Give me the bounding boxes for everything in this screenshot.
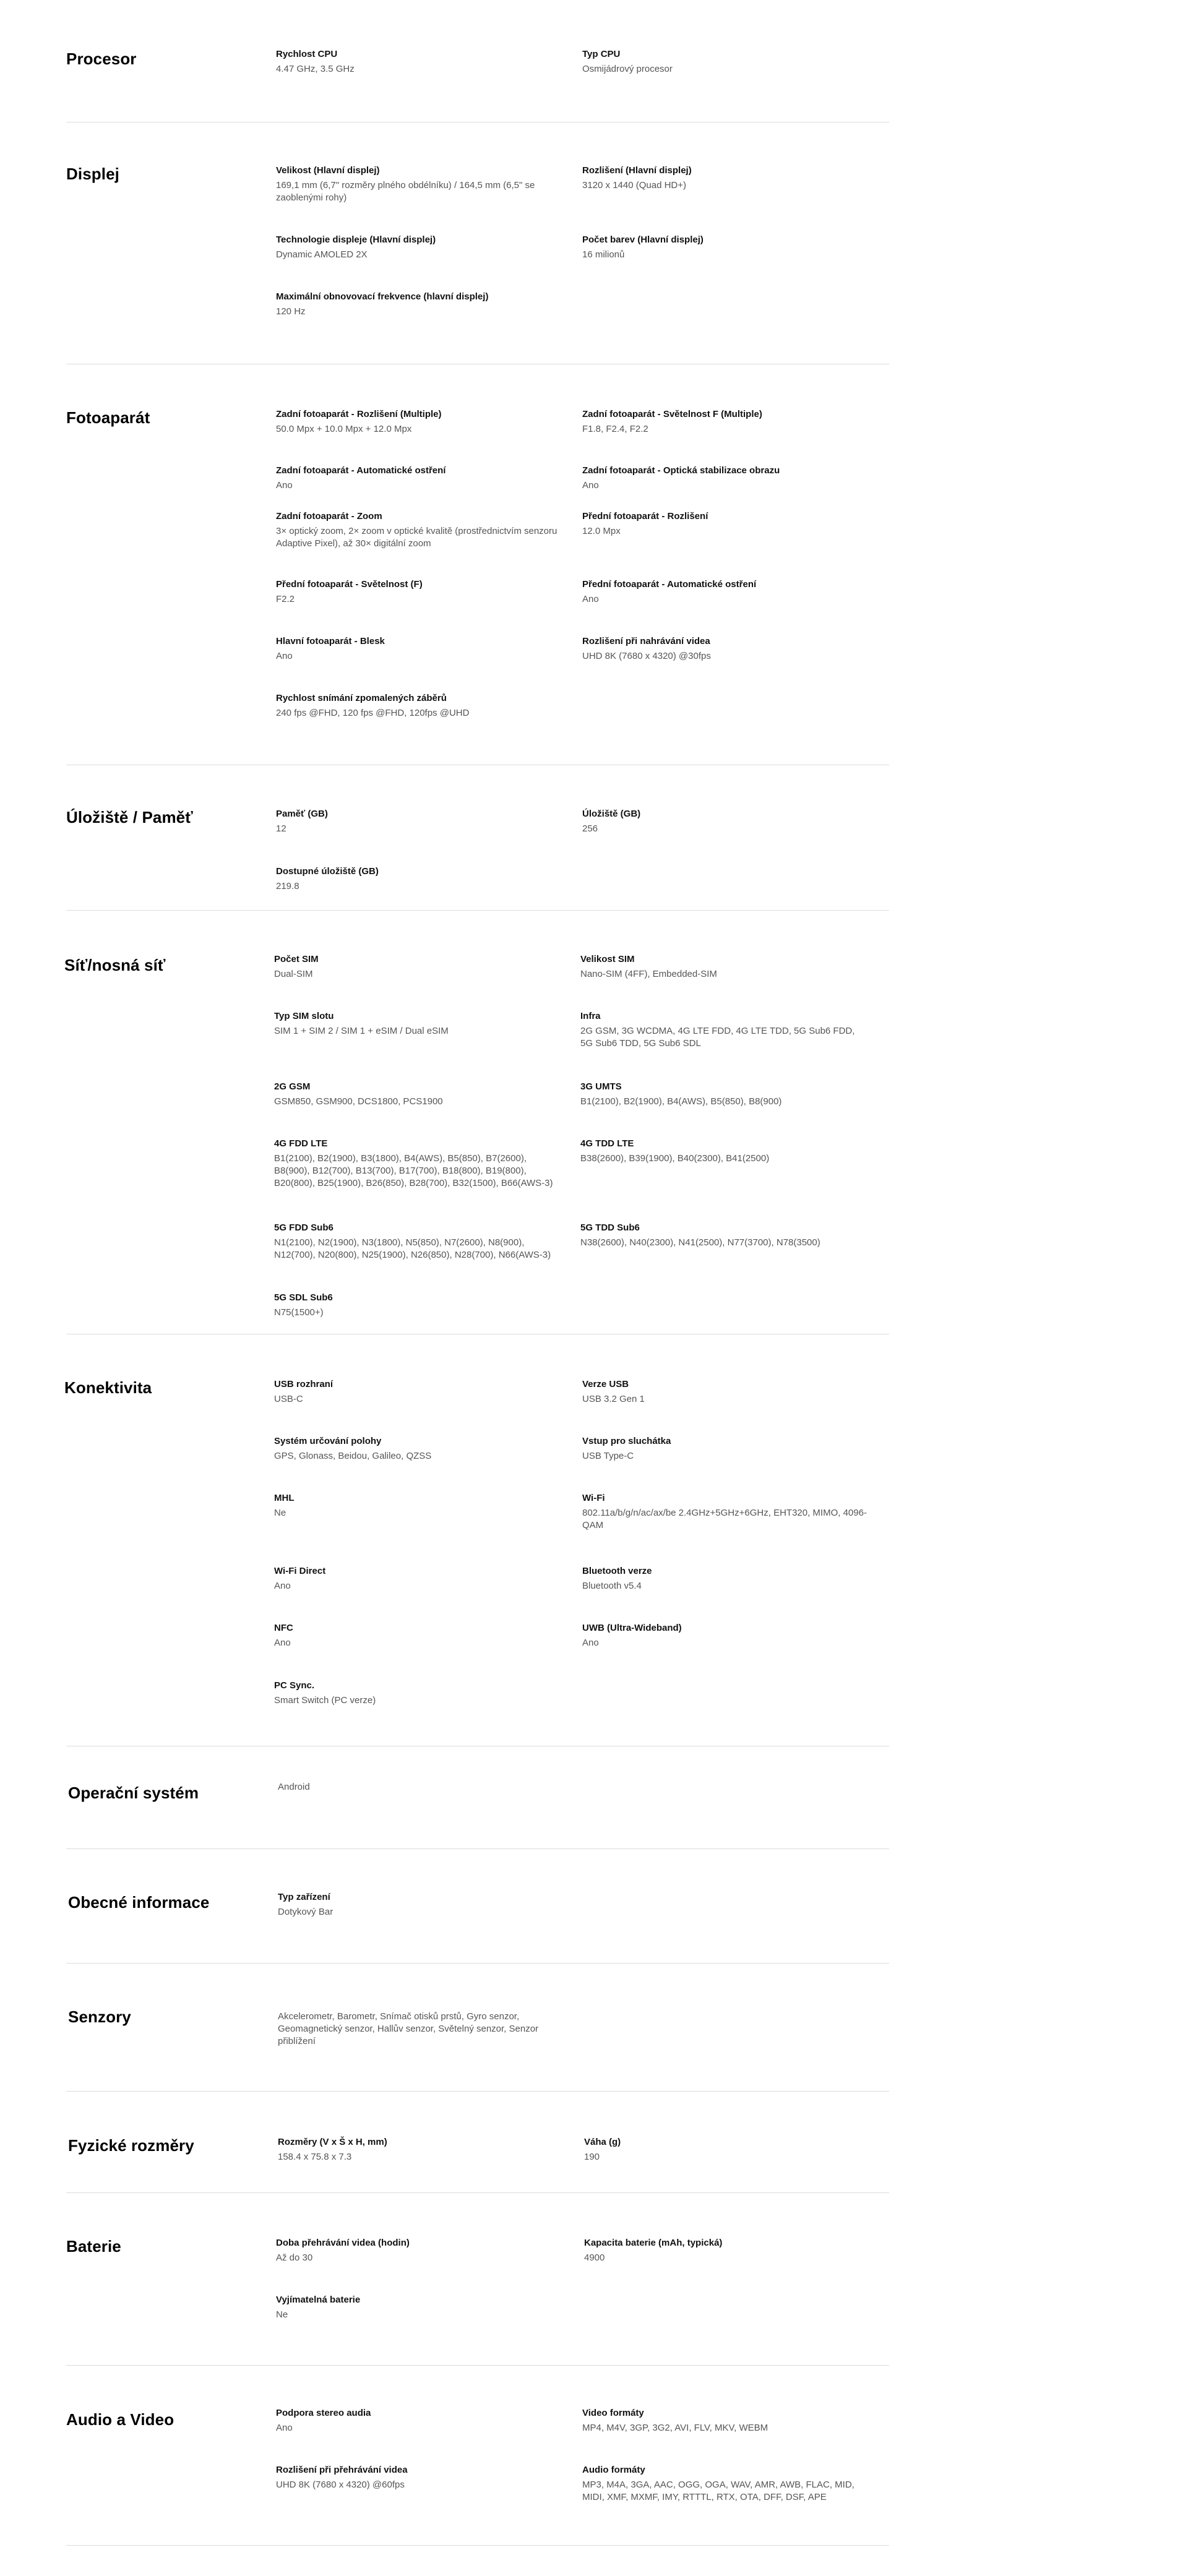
spec-value: Smart Switch (PC verze): [274, 1695, 376, 1706]
spec-item-infra: [580, 1010, 865, 1050]
spec-value: 12.0 Mpx: [582, 526, 621, 536]
spec-item-velikost-sim: [580, 953, 865, 981]
spec-value: F2.2: [276, 594, 295, 604]
spec-item-kapacita-baterie-mah-typicka: [584, 2237, 869, 2264]
spec-item-senzory: [278, 2011, 562, 2048]
spec-label: Rozlišení při nahrávání videa: [582, 636, 710, 646]
spec-label: PC Sync.: [274, 1680, 315, 1691]
spec-value: 16 milionů: [582, 249, 625, 260]
spec-item-rozliseni-pri-nahravani-videa: [582, 635, 867, 663]
spec-item-vaha-g: [584, 2136, 869, 2163]
spec-item-hlavni-fotoaparat-blesk: [276, 635, 561, 663]
spec-label: Počet SIM: [274, 954, 319, 964]
spec-label: Rozlišení při přehrávání videa: [276, 2465, 408, 2475]
spec-item-zadni-fotoaparat-opticka-stabilizace-obrazu: [582, 465, 867, 492]
spec-label: Úložiště (GB): [582, 809, 641, 819]
spec-label: Technologie displeje (Hlavní displej): [276, 234, 436, 245]
spec-value: Ano: [276, 651, 293, 661]
spec-label: Verze USB: [582, 1379, 629, 1389]
spec-label: Rozměry (V x Š x H, mm): [278, 2137, 387, 2147]
spec-label: Dostupné úložiště (GB): [276, 866, 379, 877]
spec-item-maximalni-obnovovaci-frekvence-hlavni-displej: [276, 291, 561, 318]
spec-value: GPS, Glonass, Beidou, Galileo, QZSS: [274, 1451, 432, 1461]
spec-item-rozliseni-pri-prehravani-videa: [276, 2464, 561, 2491]
spec-value: Akcelerometr, Barometr, Snímač otisků prstů, Gyro senzor, Geomagnetický senzor, Hallův senzor, Světelný senzor, Senzor přiblížení: [278, 2011, 539, 2046]
spec-value: B1(2100), B2(1900), B3(1800), B4(AWS), B5(850), B7(2600), B8(900), B12(700), B13(700), B17(700), B18(800), B19(800), B20(800), B25(1900), B26(850), B28(700), B32(1500), B66(AWS-3): [274, 1153, 553, 1188]
spec-item-velikost-hlavni-displej: [276, 165, 561, 204]
spec-value: B1(2100), B2(1900), B4(AWS), B5(850), B8(900): [580, 1096, 782, 1107]
spec-label: Hlavní fotoaparát - Blesk: [276, 636, 385, 646]
spec-label: Kapacita baterie (mAh, typická): [584, 2238, 723, 2248]
section-title-fotoaparat: Fotoaparát: [66, 408, 150, 427]
spec-value: Ne: [276, 2309, 288, 2320]
spec-value: Ano: [582, 1638, 599, 1648]
spec-item-operacni-system: [278, 1781, 562, 1793]
spec-item-typ-cpu: [582, 48, 867, 75]
section-divider: [66, 1963, 889, 1964]
section-title-operacni-system: Operační systém: [68, 1784, 199, 1802]
spec-label: Typ zařízení: [278, 1892, 330, 1902]
spec-value: F1.8, F2.4, F2.2: [582, 424, 648, 434]
spec-label: NFC: [274, 1623, 293, 1633]
spec-label: Video formáty: [582, 2408, 644, 2418]
spec-item-4g-tdd-lte: [580, 1138, 865, 1165]
spec-label: 4G TDD LTE: [580, 1138, 634, 1149]
spec-item-system-urcovani-polohy: [274, 1435, 559, 1462]
spec-item-pocet-sim: [274, 953, 559, 981]
spec-value: 169,1 mm (6,7" rozměry plného obdélníku) / 164,5 mm (6,5" se zaoblenými rohy): [276, 180, 535, 203]
spec-item-uloziste-gb: [582, 808, 867, 835]
section-divider: [66, 2192, 889, 2193]
spec-item-typ-sim-slotu: [274, 1010, 559, 1037]
spec-item-video-formaty: [582, 2407, 867, 2434]
spec-item-zadni-fotoaparat-automaticke-ostreni: [276, 465, 561, 492]
spec-label: Wi-Fi Direct: [274, 1566, 326, 1576]
spec-value: USB-C: [274, 1394, 303, 1404]
spec-value: 240 fps @FHD, 120 fps @FHD, 120fps @UHD: [276, 708, 470, 718]
spec-value: 120 Hz: [276, 306, 306, 317]
section-divider: [66, 1848, 889, 1849]
spec-item-uwb-ultra-wideband: [582, 1622, 867, 1649]
spec-item-5g-sdl-sub6: [274, 1292, 559, 1319]
spec-value: Ano: [276, 2423, 293, 2433]
spec-item-mhl: [274, 1492, 559, 1519]
spec-label: 5G SDL Sub6: [274, 1292, 333, 1303]
spec-label: Vstup pro sluchátka: [582, 1436, 671, 1446]
spec-item-wi-fi: [582, 1492, 867, 1532]
spec-item-bluetooth-verze: [582, 1565, 867, 1592]
spec-label: Maximální obnovovací frekvence (hlavní displej): [276, 291, 489, 302]
spec-label: Váha (g): [584, 2137, 621, 2147]
spec-value: Ano: [276, 480, 293, 491]
spec-item-4g-fdd-lte: [274, 1138, 559, 1190]
spec-value: 802.11a/b/g/n/ac/ax/be 2.4GHz+5GHz+6GHz, EHT320, MIMO, 4096-QAM: [582, 1508, 867, 1531]
spec-label: Zadní fotoaparát - Automatické ostření: [276, 465, 446, 476]
spec-value: 50.0 Mpx + 10.0 Mpx + 12.0 Mpx: [276, 424, 412, 434]
spec-value: UHD 8K (7680 x 4320) @30fps: [582, 651, 711, 661]
spec-value: Dynamic AMOLED 2X: [276, 249, 368, 260]
section-title-uloziste-pamet: Úložiště / Paměť: [66, 808, 193, 826]
spec-label: Typ SIM slotu: [274, 1011, 334, 1021]
spec-label: Rozlišení (Hlavní displej): [582, 165, 692, 176]
spec-item-zadni-fotoaparat-zoom: [276, 510, 561, 550]
spec-value: Osmijádrový procesor: [582, 64, 673, 74]
spec-value: 190: [584, 2152, 600, 2162]
spec-label: Přední fotoaparát - Světelnost (F): [276, 579, 423, 590]
spec-value: UHD 8K (7680 x 4320) @60fps: [276, 2479, 405, 2490]
spec-label: MHL: [274, 1493, 295, 1503]
spec-value: MP4, M4V, 3GP, 3G2, AVI, FLV, MKV, WEBM: [582, 2423, 768, 2433]
spec-label: Zadní fotoaparát - Optická stabilizace obrazu: [582, 465, 780, 476]
spec-item-usb-rozhrani: [274, 1378, 559, 1406]
spec-value: B38(2600), B39(1900), B40(2300), B41(2500): [580, 1153, 770, 1164]
spec-label: Infra: [580, 1011, 601, 1021]
spec-value: USB Type-C: [582, 1451, 634, 1461]
spec-value: 3120 x 1440 (Quad HD+): [582, 180, 687, 191]
spec-item-nfc: [274, 1622, 559, 1649]
spec-item-predni-fotoaparat-svetelnost-f: [276, 578, 561, 606]
spec-value: 3× optický zoom, 2× zoom v optické kvalitě (prostřednictvím senzoru Adaptive Pixel), až 30× digitální zoom: [276, 526, 557, 549]
spec-label: Rychlost snímání zpomalených záběrů: [276, 693, 447, 703]
spec-value: SIM 1 + SIM 2 / SIM 1 + eSIM / Dual eSIM: [274, 1026, 449, 1036]
section-title-fyzicke-rozmery: Fyzické rozměry: [68, 2136, 194, 2155]
section-title-sit-nosna-sit: Síť/nosná síť: [64, 956, 166, 974]
spec-value: 158.4 x 75.8 x 7.3: [278, 2152, 352, 2162]
spec-value: Ano: [274, 1638, 291, 1648]
spec-label: Wi-Fi: [582, 1493, 605, 1503]
spec-label: 2G GSM: [274, 1081, 311, 1092]
spec-item-3g-umts: [580, 1081, 865, 1108]
spec-label: 5G TDD Sub6: [580, 1222, 640, 1233]
spec-item-verze-usb: [582, 1378, 867, 1406]
spec-value: MP3, M4A, 3GA, AAC, OGG, OGA, WAV, AMR, AWB, FLAC, MID, MIDI, XMF, MXMF, IMY, RTTTL, RTX, OTA, DFF, DSF, APE: [582, 2479, 854, 2502]
spec-value: Bluetooth v5.4: [582, 1581, 642, 1591]
spec-item-doba-prehravani-videa-hodin: [276, 2237, 561, 2264]
spec-item-rychlost-cpu: [276, 48, 561, 75]
spec-item-predni-fotoaparat-rozliseni: [582, 510, 867, 538]
spec-value: Dotykový Bar: [278, 1907, 334, 1917]
spec-item-pc-sync: [274, 1680, 559, 1707]
spec-item-pamet-gb: [276, 808, 561, 835]
spec-label: Velikost SIM: [580, 954, 635, 964]
spec-value: Dual-SIM: [274, 969, 313, 979]
spec-label: USB rozhraní: [274, 1379, 334, 1389]
spec-label: Přední fotoaparát - Rozlišení: [582, 511, 708, 522]
spec-label: UWB (Ultra-Wideband): [582, 1623, 682, 1633]
spec-value: 4.47 GHz, 3.5 GHz: [276, 64, 355, 74]
spec-label: 3G UMTS: [580, 1081, 622, 1092]
section-divider: [66, 2365, 889, 2366]
spec-item-zadni-fotoaparat-svetelnost-f-multiple: [582, 408, 867, 436]
section-title-konektivita: Konektivita: [64, 1378, 152, 1397]
spec-value: 219.8: [276, 881, 299, 891]
spec-item-vstup-pro-sluchatka: [582, 1435, 867, 1462]
section-title-baterie: Baterie: [66, 2237, 121, 2256]
spec-item-audio-formaty: [582, 2464, 867, 2504]
spec-label: Vyjímatelná baterie: [276, 2295, 361, 2305]
spec-value: N1(2100), N2(1900), N3(1800), N5(850), N7(2600), N8(900), N12(700), N20(800), N25(1900), N26(850), N28(700), N66(AWS-3): [274, 1237, 551, 1260]
spec-value: Ano: [582, 594, 599, 604]
spec-value: Nano-SIM (4FF), Embedded-SIM: [580, 969, 717, 979]
section-title-senzory: Senzory: [68, 2007, 131, 2026]
spec-label: Zadní fotoaparát - Zoom: [276, 511, 382, 522]
spec-label: Počet barev (Hlavní displej): [582, 234, 704, 245]
spec-item-pocet-barev-hlavni-displej: [582, 234, 867, 261]
section-title-displej: Displej: [66, 165, 119, 183]
spec-label: Doba přehrávání videa (hodin): [276, 2238, 410, 2248]
spec-label: 5G FDD Sub6: [274, 1222, 334, 1233]
section-title-procesor: Procesor: [66, 49, 137, 68]
spec-item-podpora-stereo-audia: [276, 2407, 561, 2434]
spec-value: USB 3.2 Gen 1: [582, 1394, 645, 1404]
spec-label: Typ CPU: [582, 49, 621, 59]
section-divider: [66, 2091, 889, 2092]
spec-value: GSM850, GSM900, DCS1800, PCS1900: [274, 1096, 443, 1107]
spec-item-technologie-displeje-hlavni-displej: [276, 234, 561, 261]
spec-label: Bluetooth verze: [582, 1566, 652, 1576]
spec-label: 4G FDD LTE: [274, 1138, 328, 1149]
spec-item-rozmery-v-x-s-x-h-mm: [278, 2136, 562, 2163]
spec-label: Přední fotoaparát - Automatické ostření: [582, 579, 757, 590]
spec-item-zadni-fotoaparat-rozliseni-multiple: [276, 408, 561, 436]
spec-item-2g-gsm: [274, 1081, 559, 1108]
section-divider: [66, 2545, 889, 2546]
spec-value: 2G GSM, 3G WCDMA, 4G LTE FDD, 4G LTE TDD, 5G Sub6 FDD, 5G Sub6 TDD, 5G Sub6 SDL: [580, 1026, 855, 1049]
spec-label: Systém určování polohy: [274, 1436, 382, 1446]
spec-item-rozliseni-hlavni-displej: [582, 165, 867, 192]
spec-label: Velikost (Hlavní displej): [276, 165, 380, 176]
spec-value: Android: [278, 1782, 310, 1792]
spec-label: Audio formáty: [582, 2465, 645, 2475]
spec-value: N38(2600), N40(2300), N41(2500), N77(3700), N78(3500): [580, 1237, 820, 1248]
spec-item-5g-tdd-sub6: [580, 1222, 865, 1249]
spec-item-dostupne-uloziste-gb: [276, 865, 561, 893]
spec-item-rychlost-snimani-zpomalenych-zaberu: [276, 692, 561, 719]
spec-label: Zadní fotoaparát - Světelnost F (Multiple): [582, 409, 762, 419]
spec-value: 12: [276, 823, 286, 834]
spec-label: Podpora stereo audia: [276, 2408, 371, 2418]
spec-item-typ-zarizeni: [278, 1891, 562, 1918]
section-divider: [66, 910, 889, 911]
spec-item-vyjimatelna-baterie: [276, 2294, 561, 2321]
spec-value: Ano: [274, 1581, 291, 1591]
spec-value: Ano: [582, 480, 599, 491]
section-title-audio-a-video: Audio a Video: [66, 2410, 174, 2429]
spec-label: Zadní fotoaparát - Rozlišení (Multiple): [276, 409, 442, 419]
spec-item-predni-fotoaparat-automaticke-ostreni: [582, 578, 867, 606]
spec-value: 256: [582, 823, 598, 834]
spec-label: Rychlost CPU: [276, 49, 338, 59]
spec-item-5g-fdd-sub6: [274, 1222, 559, 1261]
spec-value: N75(1500+): [274, 1307, 324, 1318]
spec-item-wi-fi-direct: [274, 1565, 559, 1592]
section-title-obecne-informace: Obecné informace: [68, 1893, 210, 1912]
spec-value: Ne: [274, 1508, 286, 1518]
spec-value: 4900: [584, 2252, 605, 2263]
spec-label: Paměť (GB): [276, 809, 328, 819]
spec-value: Až do 30: [276, 2252, 313, 2263]
